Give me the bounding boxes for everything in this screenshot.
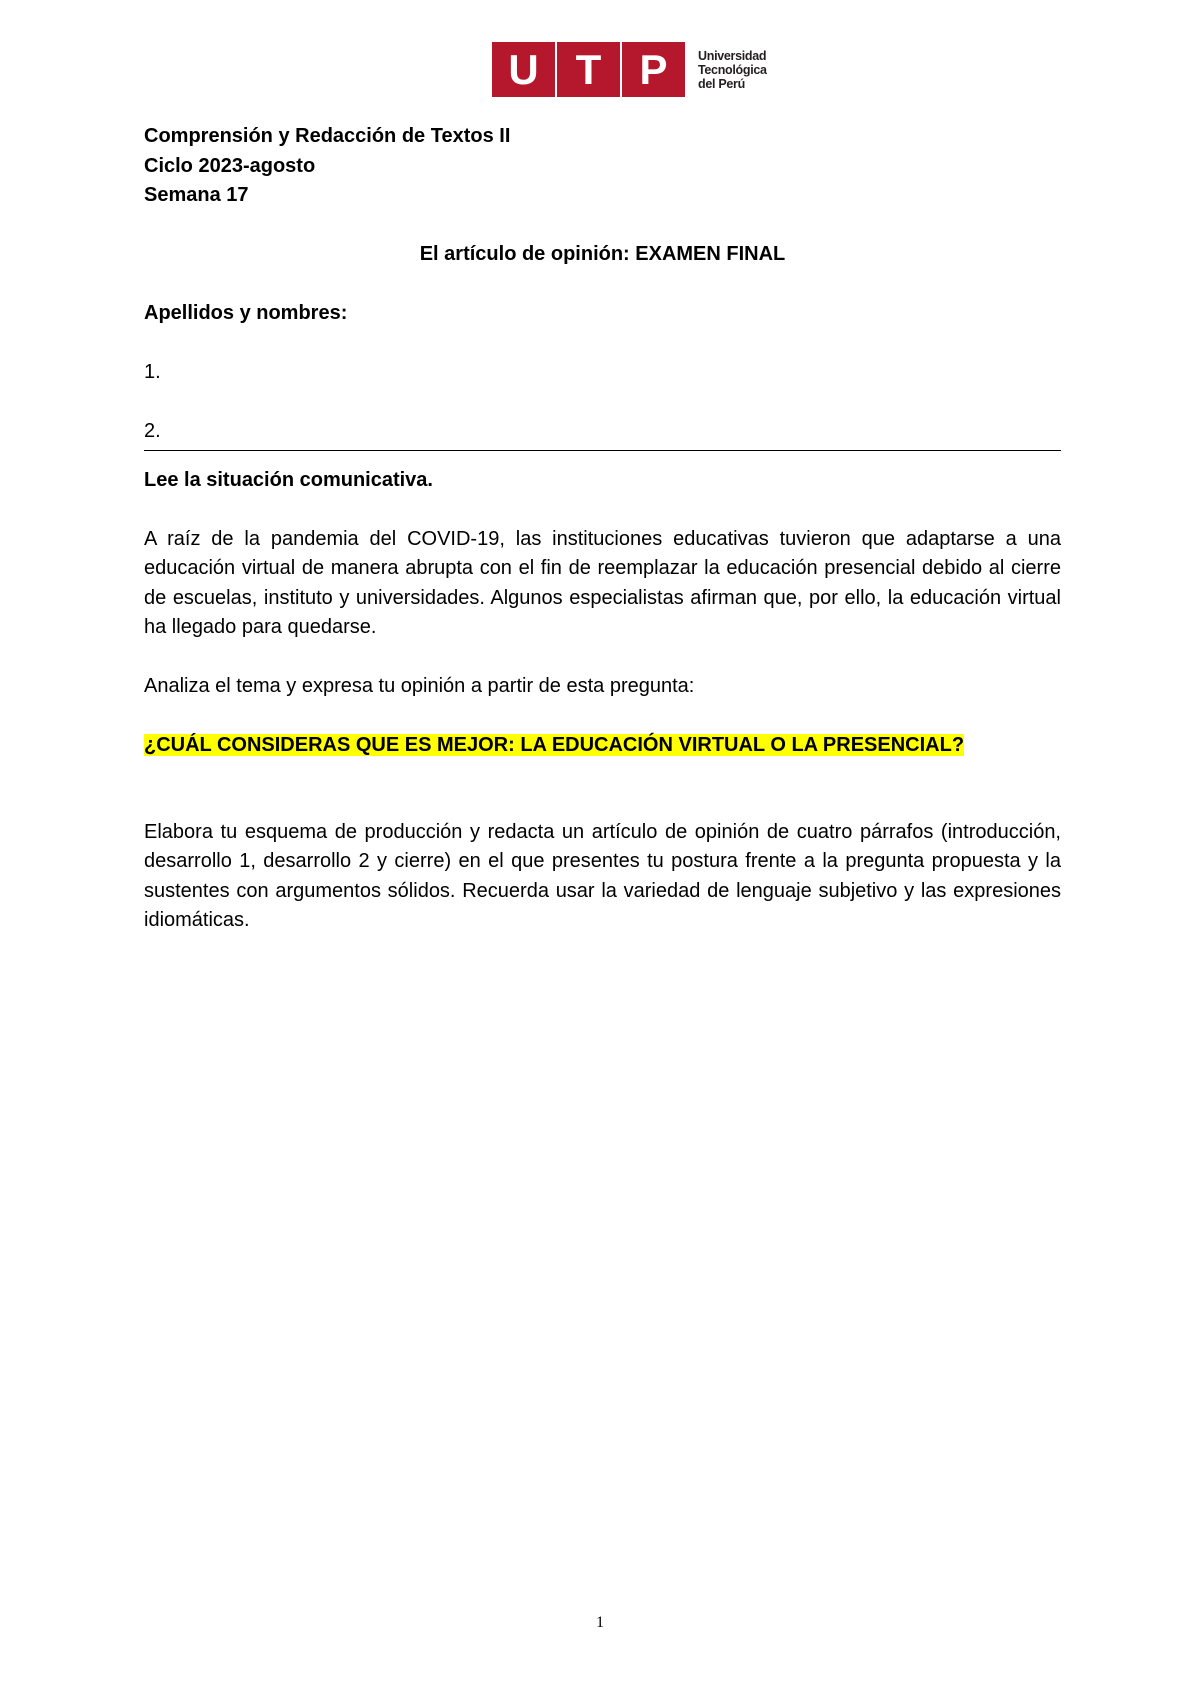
week-label: Semana 17 xyxy=(144,184,249,206)
document-body xyxy=(144,122,1061,936)
highlighted-question: ¿CUÁL CONSIDERAS QUE ES MEJOR: LA EDUCACIÓN VIRTUAL O LA PRESENCIAL? xyxy=(144,734,965,756)
logo-letter-t: T xyxy=(557,42,620,97)
logo-university-name xyxy=(698,49,767,91)
names-label: Apellidos y nombres: xyxy=(144,302,348,324)
logo-letter-p: P xyxy=(622,42,685,97)
document-title: El artículo de opinión: EXAMEN FINAL xyxy=(419,243,786,265)
cycle-label: Ciclo 2023-agosto xyxy=(144,154,316,177)
logo-name-line-1: Universidad xyxy=(698,48,767,63)
name-entry-1: 1. xyxy=(144,361,161,383)
name-entry-2: 2. xyxy=(144,420,161,442)
utp-logo xyxy=(492,42,767,97)
prompt-text: Analiza el tema y expresa tu opinión a partir de esta pregunta: xyxy=(144,675,695,697)
page-number: 1 xyxy=(596,1614,604,1631)
logo-name-line-3: del Perú xyxy=(698,76,745,91)
logo-name-line-2: Tecnológica xyxy=(698,62,767,77)
logo-letter-u: U xyxy=(492,42,555,97)
instructions-paragraph: Elabora tu esquema de producción y redacta un artículo de opinión de cuatro párrafos (introducción, desarrollo 1, desarrollo 2 y cierre) en el que presentes tu postura frente a la pregunta propuesta y la sustentes con argumentos sólidos. Recuerda usar la variedad de lenguaje subjetivo y las expresiones idiomáticas. xyxy=(144,820,1061,931)
situation-paragraph: A raíz de la pandemia del COVID-19, las instituciones educativas tuvieron que adaptarse a una educación virtual de manera abrupta con el fin de reemplazar la educación presencial debido al cierre de escuelas, instituto y universidades. Algunos especialistas afirman que, por ello, la educación virtual ha llegado para quedarse. xyxy=(144,527,1061,638)
section-heading: Lee la situación comunicativa. xyxy=(144,468,433,491)
separator-line xyxy=(144,450,1061,451)
course-name: Comprensión y Redacción de Textos II xyxy=(144,125,511,147)
